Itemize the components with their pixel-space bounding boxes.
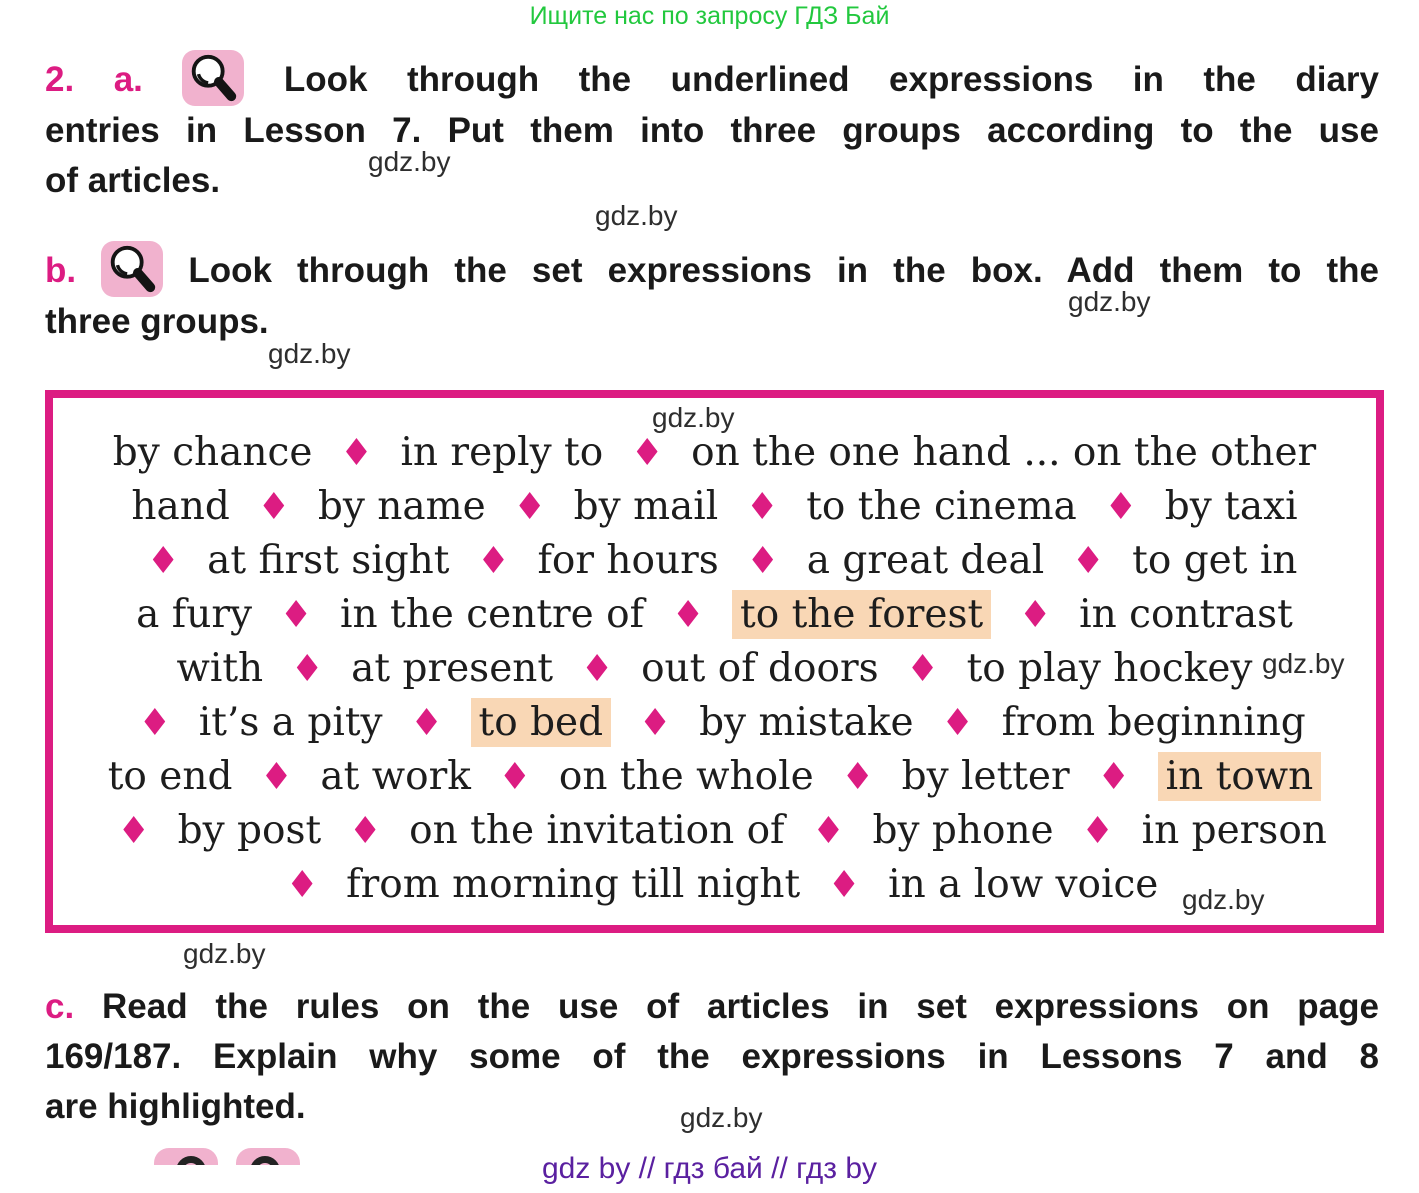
magnifier-icon	[182, 50, 244, 106]
set-expression: out of doors	[641, 646, 879, 691]
diamond-separator-icon: ♦	[671, 593, 705, 636]
task-b-label: b.	[45, 251, 77, 290]
diamond-separator-icon: ♦	[290, 647, 324, 690]
task-a-line-3: of articles.	[45, 161, 221, 200]
diamond-separator-icon: ♦	[1018, 593, 1052, 636]
watermark: gdz.by	[595, 200, 678, 231]
task-b	[45, 241, 1379, 347]
diamond-separator-icon: ♦	[841, 755, 875, 798]
set-expression: in person	[1141, 808, 1327, 853]
set-expression: at present	[351, 646, 554, 691]
diamond-separator-icon: ♦	[940, 701, 975, 744]
set-expression: by phone	[872, 808, 1054, 853]
set-expression: on the one hand ... on the other	[691, 430, 1317, 475]
watermark: gdz.by	[1182, 884, 1265, 915]
set-expression: from beginning	[1001, 700, 1306, 745]
diamond-separator-icon: ♦	[580, 647, 614, 690]
task-a-line-1	[45, 50, 1379, 106]
diamond-separator-icon: ♦	[638, 701, 672, 744]
set-expression: by taxi	[1164, 484, 1298, 529]
expressions-line	[53, 480, 1376, 534]
set-expression: on the invitation of	[409, 808, 785, 853]
set-expression: on the whole	[558, 754, 814, 799]
diamond-separator-icon: ♦	[1097, 755, 1131, 798]
set-expression: at work	[320, 754, 471, 799]
set-expression: to end	[107, 754, 233, 799]
set-expression: at first sight	[207, 538, 450, 583]
set-expression: a great deal	[806, 538, 1045, 583]
expressions-box-lines	[53, 398, 1376, 912]
diamond-separator-icon: ♦	[348, 809, 382, 852]
task-b-line-1	[45, 241, 1379, 297]
expressions-line	[53, 426, 1376, 480]
expressions-line	[53, 804, 1376, 858]
diamond-separator-icon: ♦	[279, 593, 313, 636]
task-b-line-2: three groups.	[45, 302, 269, 341]
diamond-separator-icon: ♦	[746, 539, 780, 582]
diamond-separator-icon: ♦	[1071, 539, 1105, 582]
set-expression: hand	[131, 484, 230, 529]
diamond-separator-icon: ♦	[259, 755, 293, 798]
search-promo-banner: Ищите нас по запросу ГДЗ Бай	[529, 2, 890, 30]
diamond-separator-icon: ♦	[745, 485, 779, 528]
diamond-separator-icon: ♦	[630, 431, 664, 474]
task-c-line-1	[45, 982, 1379, 1032]
watermark: gdz.by	[268, 338, 351, 369]
task-b-text: Look through the set expressions in the box. Add them to the	[188, 251, 1379, 290]
diamond-separator-icon: ♦	[1104, 485, 1138, 528]
diamond-separator-icon: ♦	[827, 863, 861, 906]
diamond-separator-icon: ♦	[498, 755, 532, 798]
diamond-separator-icon: ♦	[513, 485, 547, 528]
expressions-line	[53, 534, 1376, 588]
expressions-line	[53, 858, 1376, 912]
set-expression: in the centre of	[340, 592, 645, 637]
task-a-line-2: entries in Lesson 7. Put them into three groups according to the use	[45, 111, 1379, 150]
set-expression: a fury	[136, 592, 253, 637]
diamond-separator-icon: ♦	[339, 431, 374, 474]
set-expression: by chance	[112, 430, 313, 475]
diamond-separator-icon: ♦	[811, 809, 846, 852]
watermark: gdz.by	[680, 1102, 763, 1133]
task-c-text: Read the rules on the use of articles in set expressions on page	[102, 987, 1379, 1026]
diamond-separator-icon: ♦	[1081, 809, 1115, 852]
set-expression: to play hockey	[966, 646, 1253, 691]
watermark: gdz.by	[183, 938, 266, 969]
diamond-separator-icon: ♦	[146, 539, 180, 582]
watermark: gdz.by	[652, 402, 735, 433]
expressions-line	[53, 642, 1376, 696]
expressions-line	[53, 696, 1376, 750]
set-expression: in reply to	[400, 430, 604, 475]
diamond-separator-icon: ♦	[476, 539, 511, 582]
diamond-separator-icon: ♦	[906, 647, 940, 690]
set-expression-highlighted: to bed	[471, 698, 612, 747]
task-a-text: Look through the underlined expressions in the diary	[283, 60, 1380, 99]
diamond-separator-icon: ♦	[117, 809, 151, 852]
set-expression: from morning till night	[346, 862, 801, 907]
set-expression: to get in	[1132, 538, 1298, 583]
watermark: gdz.by	[1068, 286, 1151, 317]
exercise-number: 2.	[45, 60, 75, 99]
set-expression: by letter	[901, 754, 1070, 799]
set-expression: for hours	[537, 538, 719, 583]
watermark: gdz.by	[1262, 648, 1345, 679]
expressions-line	[53, 588, 1376, 642]
set-expression-highlighted: to the forest	[732, 590, 991, 639]
set-expression: in contrast	[1079, 592, 1293, 637]
diamond-separator-icon: ♦	[257, 485, 291, 528]
set-expression: it’s a pity	[198, 700, 383, 745]
diamond-separator-icon: ♦	[409, 701, 444, 744]
footer-watermark: gdz by // гдз бай // гдз by	[541, 1152, 878, 1185]
set-expression: to the cinema	[806, 484, 1077, 529]
task-a	[45, 50, 1379, 206]
set-expression: by post	[177, 808, 322, 853]
set-expression: with	[176, 646, 264, 691]
set-expression-highlighted: in town	[1158, 752, 1322, 801]
magnifier-icon	[101, 241, 163, 297]
set-expression: by name	[317, 484, 486, 529]
task-c-line-2: 169/187. Explain why some of the expressions in Lessons 7 and 8	[45, 1037, 1379, 1076]
diamond-separator-icon: ♦	[138, 701, 172, 744]
expressions-line	[53, 750, 1376, 804]
set-expression: by mail	[573, 484, 719, 529]
task-a-label: a.	[113, 60, 143, 99]
watermark: gdz.by	[368, 146, 451, 177]
set-expressions-box	[45, 390, 1384, 933]
task-c-label: c.	[45, 987, 75, 1026]
set-expression: by mistake	[699, 700, 914, 745]
task-c-line-3: are highlighted.	[45, 1087, 306, 1126]
set-expression: in a low voice	[888, 862, 1159, 907]
diamond-separator-icon: ♦	[285, 863, 319, 906]
